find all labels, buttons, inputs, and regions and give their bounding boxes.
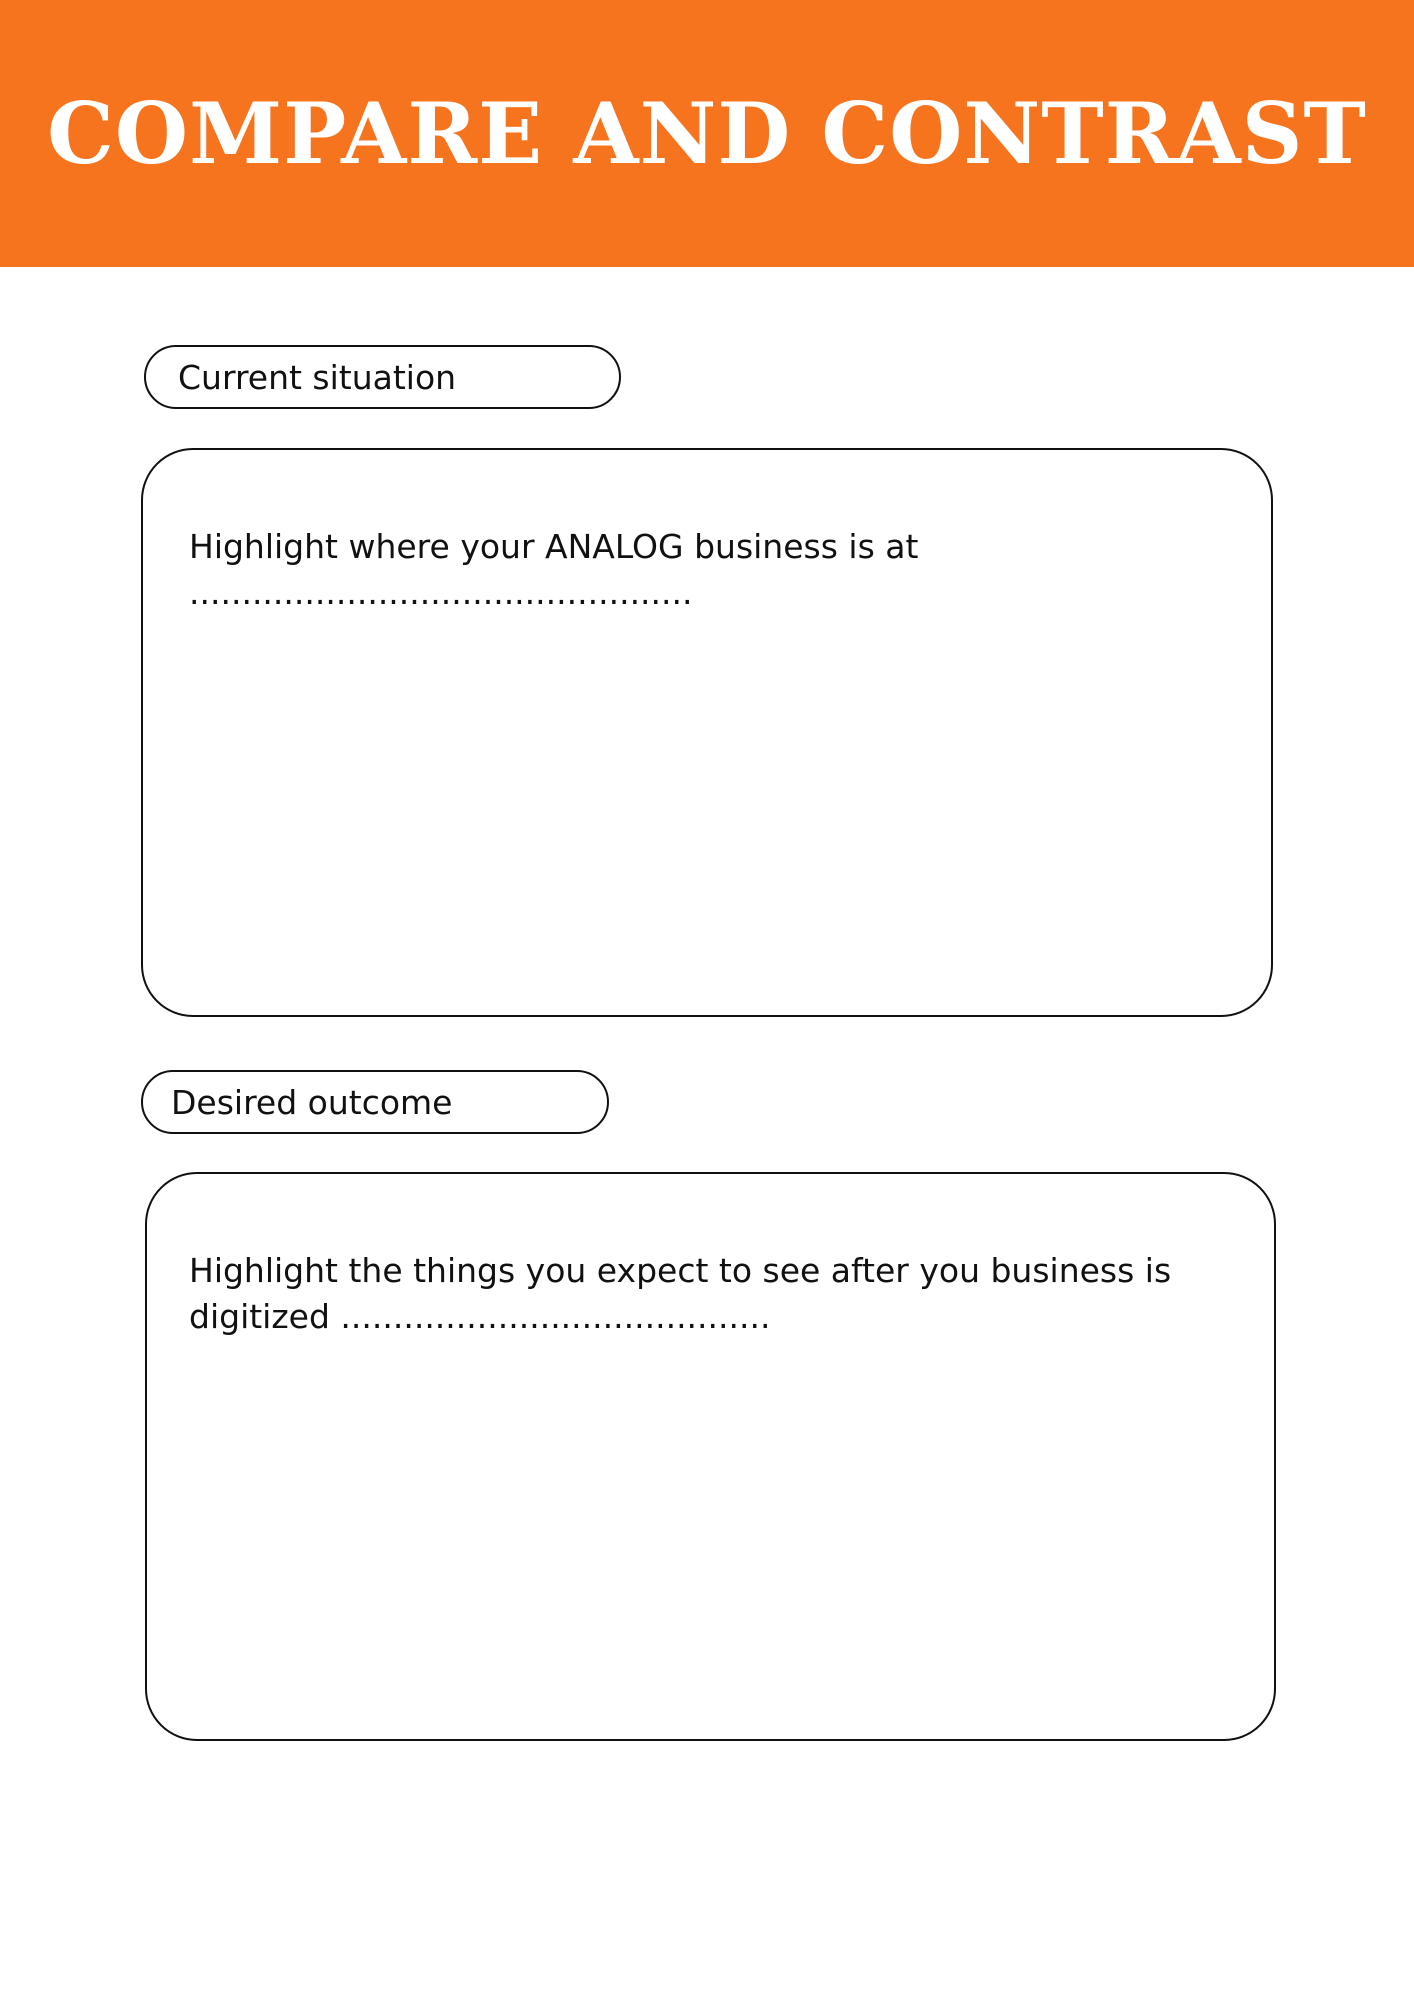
current-situation-box[interactable] [141, 448, 1273, 1017]
current-situation-label [144, 345, 621, 409]
desired-outcome-box[interactable] [145, 1172, 1276, 1741]
page-title: COMPARE AND CONTRAST [47, 84, 1367, 183]
current-situation-prompt-line2: ................................................ [189, 573, 693, 612]
desired-outcome-prompt [189, 1248, 1209, 1340]
current-situation-prompt [189, 524, 1209, 616]
current-situation-label-text: Current situation [178, 357, 457, 397]
desired-outcome-label [141, 1070, 609, 1134]
desired-outcome-label-text: Desired outcome [171, 1082, 453, 1122]
header-banner [0, 0, 1414, 267]
desired-outcome-prompt-line2: digitized ......................................... [189, 1297, 771, 1336]
current-situation-prompt-line1: Highlight where your ANALOG business is at [189, 527, 919, 566]
desired-outcome-prompt-line1: Highlight the things you expect to see after you business is [189, 1251, 1172, 1290]
